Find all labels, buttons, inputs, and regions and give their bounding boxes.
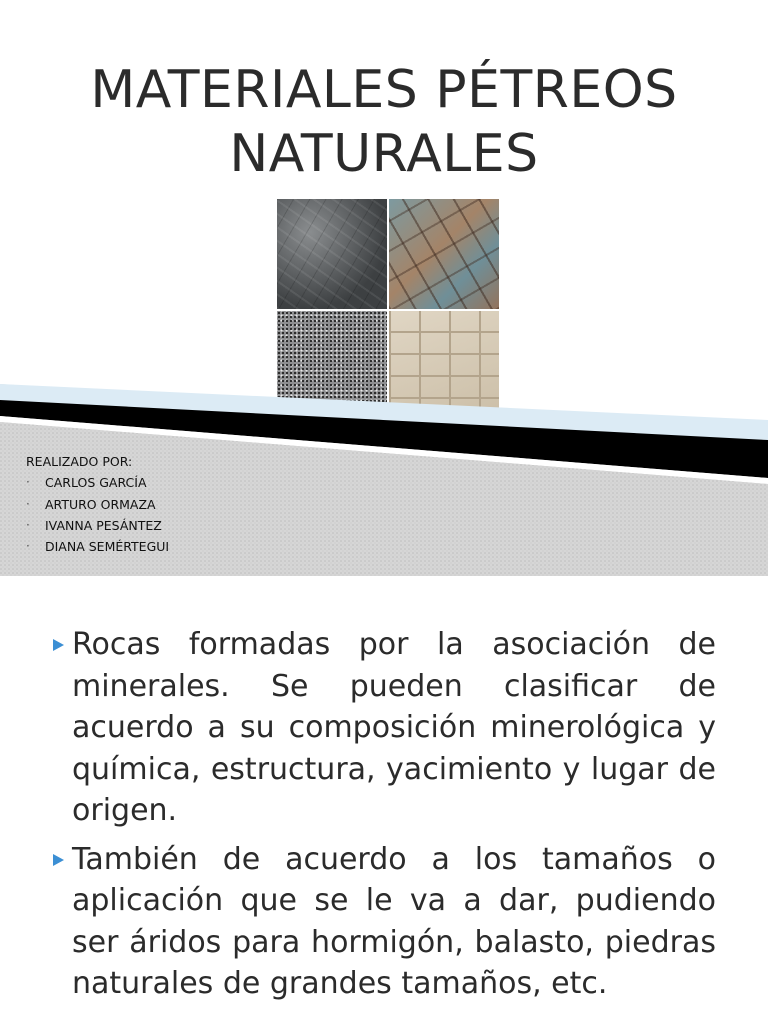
title-line-2: NATURALES: [229, 124, 539, 184]
slide-title: [0, 58, 768, 186]
authors-list: [26, 472, 169, 557]
title-line-1: MATERIALES PÉTREOS: [90, 60, 678, 120]
content-slide: [0, 576, 768, 1024]
bullet-text: También de acuerdo a los tamaños o aplicación que se le va a dar, pudiendo ser áridos para hormigón, balasto, piedras naturales de grandes tamaños, etc.: [72, 841, 716, 1001]
bullet-list: [46, 624, 716, 1012]
bullet-item: [46, 624, 716, 832]
credits-block: [26, 451, 169, 557]
triangle-right-icon: [53, 639, 64, 651]
author-item: · ARTURO ORMAZA: [26, 494, 169, 515]
author-item: · IVANNA PESÁNTEZ: [26, 515, 169, 536]
author-item: · DIANA SEMÉRTEGUI: [26, 536, 169, 557]
triangle-right-icon: [53, 854, 64, 866]
slate-photo: [389, 199, 499, 309]
author-item: · CARLOS GARCÍA: [26, 472, 169, 493]
bullet-text: Rocas formadas por la asociación de minerales. Se pueden clasificar de acuerdo a su composición minerológica y química, estructura, yacimiento y lugar de origen.: [72, 627, 716, 828]
bullet-item: [46, 839, 716, 1005]
marble-photo: [277, 199, 387, 309]
credits-header: REALIZADO POR:: [26, 454, 133, 469]
